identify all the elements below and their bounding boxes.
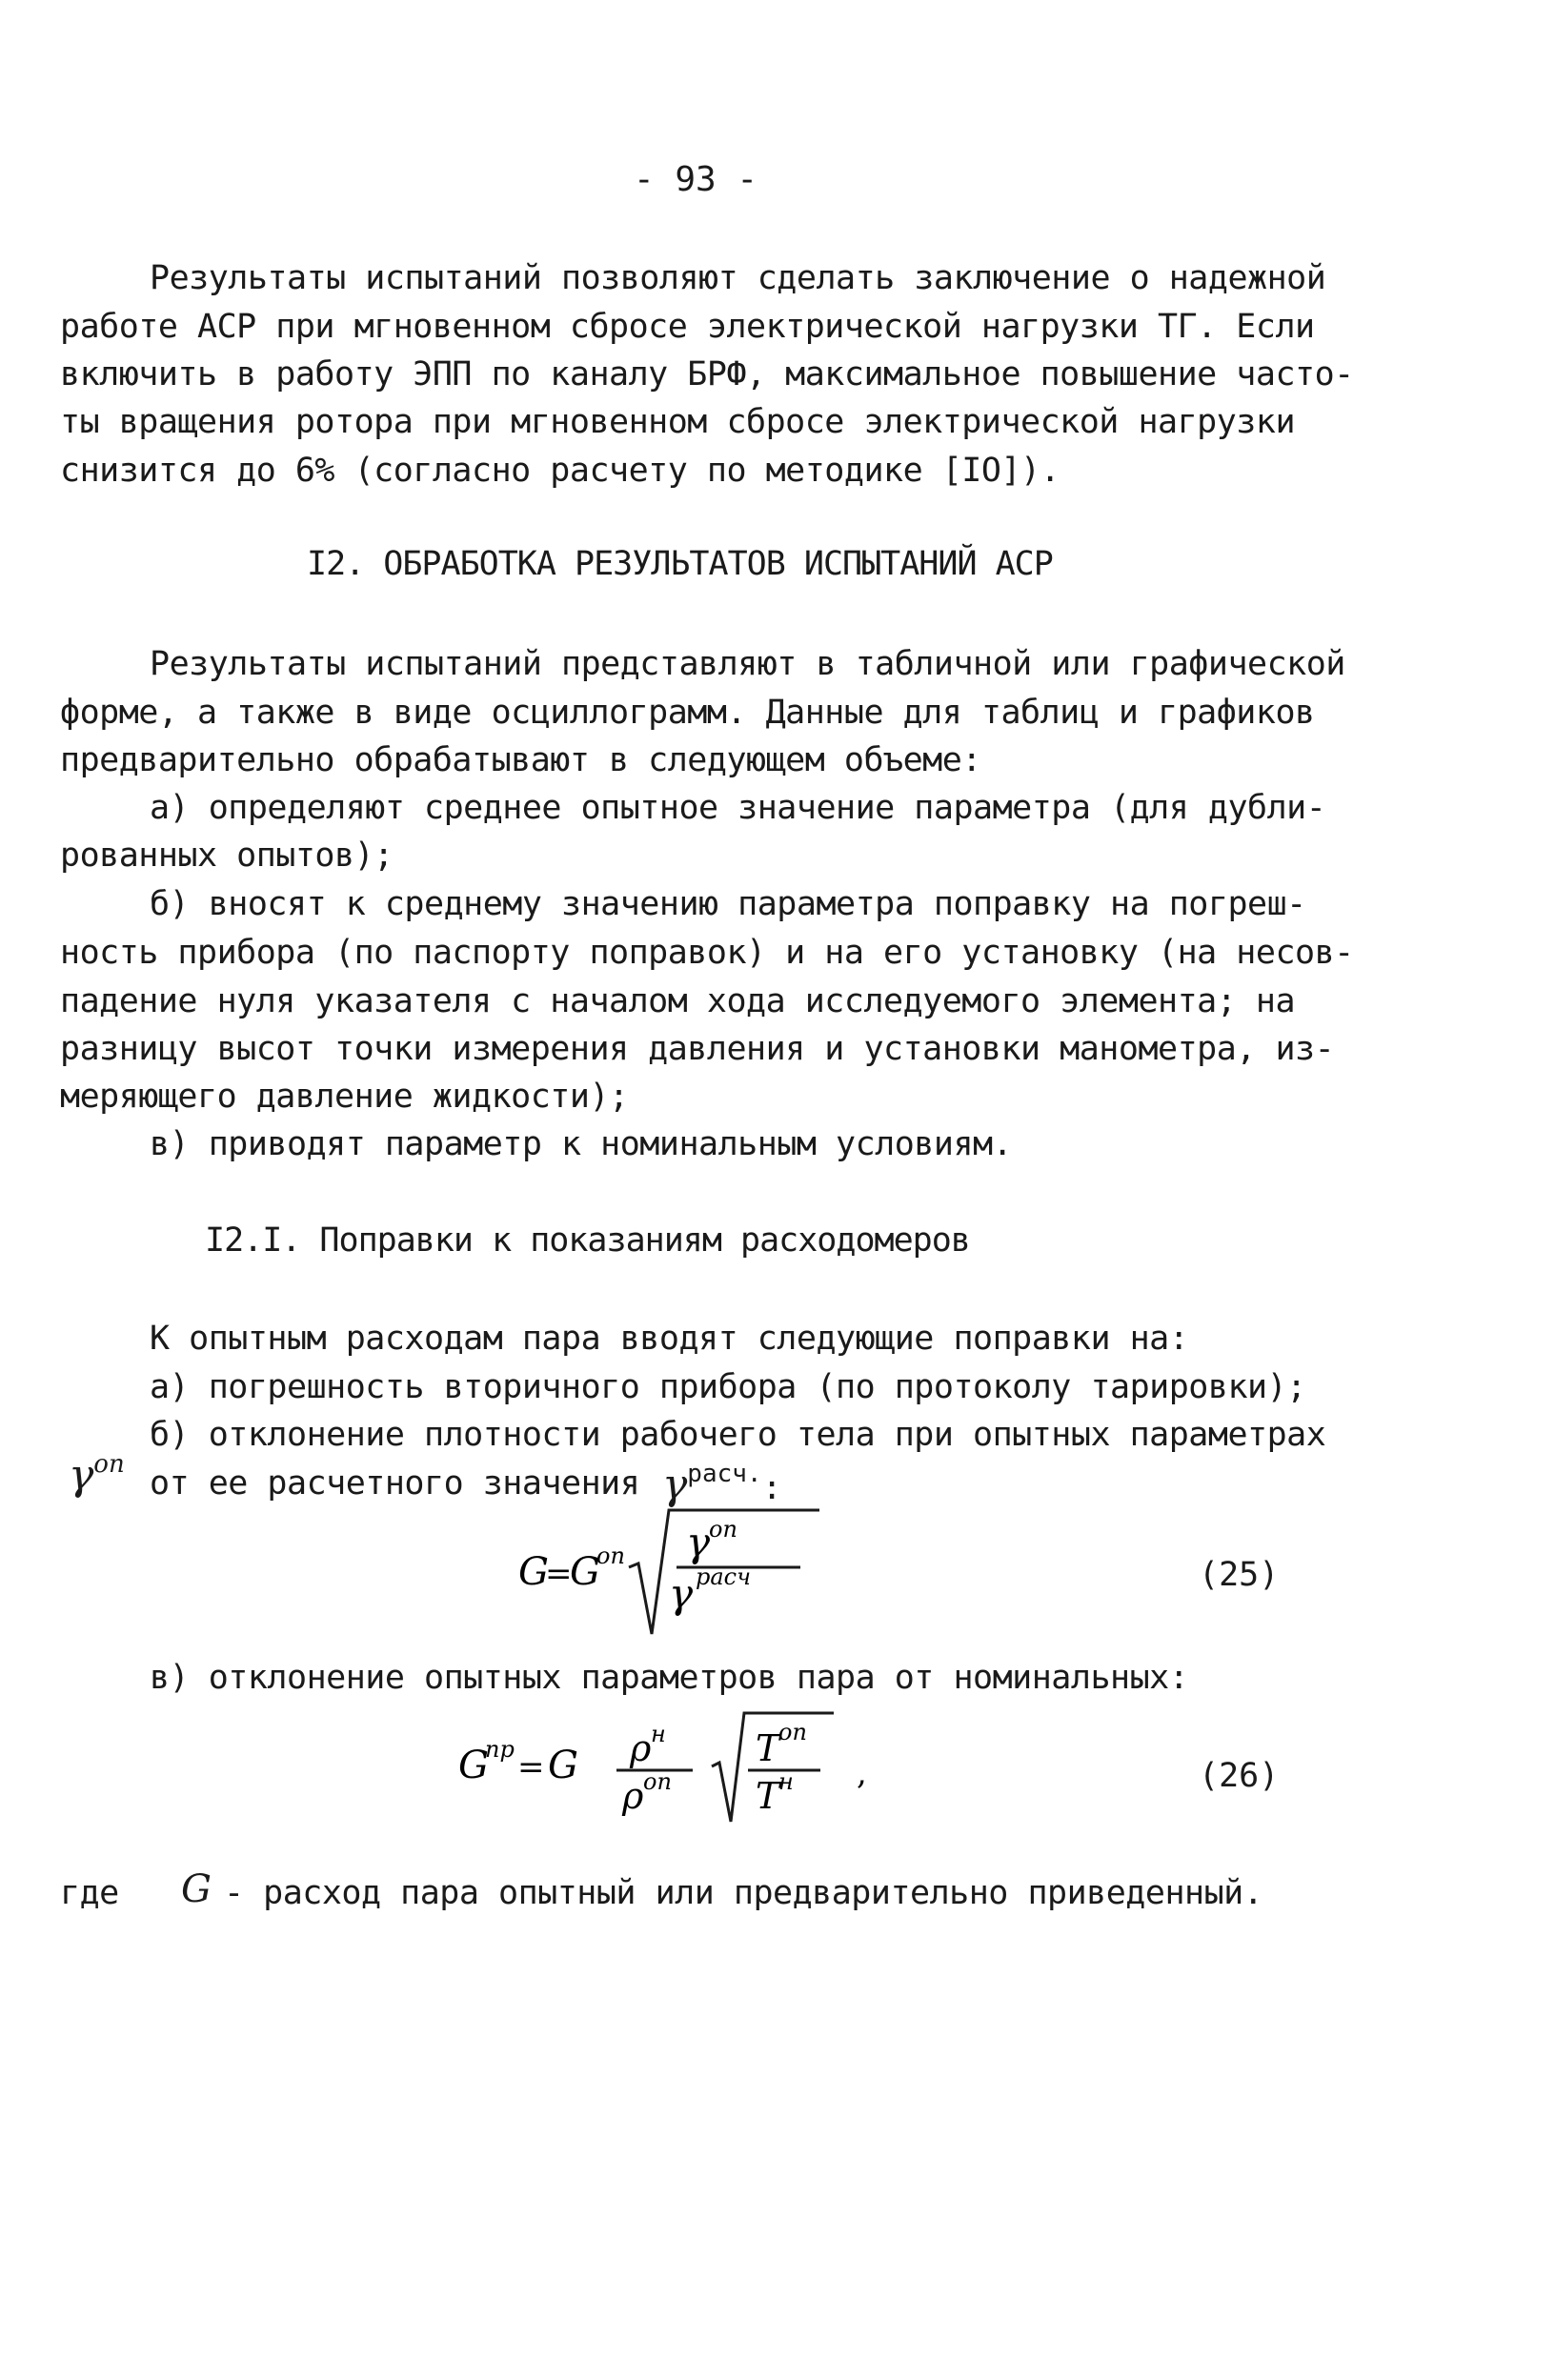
para1-line-2: работе АСР при мгновенном сбросе электрической нагрузки ТГ. Если (60, 308, 1315, 346)
formula26-T-den-sup: н (778, 1768, 794, 1795)
formula26-eq: = (517, 1748, 545, 1786)
para2-line-9: разницу высот точки измерения давления и установки манометра, из- (60, 1030, 1335, 1068)
formula26-T-num: T (756, 1727, 780, 1769)
gamma-rasch-symbol: $\gamma^{расч.}$: (662, 1460, 782, 1509)
margin-gamma-op: $\gamma^{оп}$ (69, 1450, 125, 1500)
formula26-G2: G (548, 1744, 578, 1787)
formula26-comma: , (857, 1754, 867, 1792)
para2-line-4: а) определяют среднее опытное значение параметра (для дубли- (150, 789, 1326, 827)
equation-number-25: (25) (1199, 1556, 1280, 1594)
footer-G-symbol: G (181, 1867, 212, 1911)
para2-line-3: предварительно обрабатывают в следующем объеме: (60, 741, 981, 779)
equation-number-26: (26) (1199, 1757, 1280, 1795)
para1-line-5: снизится до 6% (согласно расчету по методике [IO]). (60, 452, 1060, 490)
formula26-T-den: T (756, 1775, 780, 1817)
formula26-T-num-sup: оп (778, 1719, 807, 1745)
para2-line-2: форме, а также в виде осциллограмм. Данные для таблиц и графиков (60, 694, 1315, 732)
formula26-rho-den: ρ (622, 1775, 644, 1817)
para3-line-4: от ее расчетного значения (150, 1464, 640, 1503)
page-number: - 93 - (634, 160, 758, 199)
formula-26 (453, 1705, 891, 1829)
formula25-gamma-num: γ (686, 1519, 711, 1565)
para2-line-10: меряющего давление жидкости); (60, 1078, 629, 1116)
para1-line-1: Результаты испытаний позволяют сделать заключение о надежной (150, 259, 1326, 297)
para2-line-8: падение нуля указателя с началом хода исследуемого элемента; на (60, 982, 1296, 1020)
formula25-G: G (518, 1550, 549, 1594)
formula26-rho-num-sup: н (651, 1721, 666, 1747)
para2-line-6: б) вносят к среднему значению параметра поправку на погреш- (150, 885, 1306, 923)
formula25-gamma-den: γ (669, 1570, 694, 1617)
formula25-sup-op: оп (596, 1543, 625, 1569)
para2-line-1: Результаты испытаний представляют в табличной или графической (150, 645, 1345, 683)
formula26-sup-pr: пр (485, 1736, 515, 1763)
formula25-gamma-den-sub: расч (696, 1563, 752, 1590)
section-heading: I2. ОБРАБОТКА РЕЗУЛЬТАТОВ ИСПЫТАНИЙ АСР (307, 545, 1053, 583)
where-label: где (60, 1874, 119, 1912)
formula25-G2: G (570, 1550, 600, 1594)
formula-25 (515, 1501, 819, 1644)
para2-line-11: в) приводят параметр к номинальным условиям. (150, 1125, 1013, 1163)
footer-definition: - расход пара опытный или предварительно приведенный. (224, 1874, 1263, 1912)
para2-line-7: ность прибора (по паспорту поправок) и на его установку (на несов- (60, 934, 1354, 972)
para3-line-3: б) отклонение плотности рабочего тела при опытных параметрах (150, 1416, 1326, 1454)
formula26-G: G (458, 1744, 489, 1787)
para4-line: в) отклонение опытных параметров пара от номинальных: (150, 1659, 1189, 1697)
subsection-heading: I2.I. Поправки к показаниям расходомеров (205, 1221, 970, 1260)
formula26-rho-den-sup: оп (643, 1768, 672, 1795)
formula25-eq: = (545, 1555, 573, 1593)
para3-line-2: а) погрешность вторичного прибора (по протоколу тарировки); (150, 1368, 1306, 1406)
formula25-gamma-num-sup: оп (709, 1516, 737, 1543)
para1-line-3: включить в работу ЭПП по каналу БРФ, максимальное повышение часто- (60, 355, 1354, 393)
para1-line-4: ты вращения ротора при мгновенном сбросе электрической нагрузки (60, 403, 1296, 441)
para2-line-5: рованных опытов); (60, 837, 394, 875)
formula26-rho-num: ρ (630, 1727, 652, 1769)
para3-line-1: К опытным расходам пара вводят следующие поправки на: (150, 1320, 1189, 1358)
